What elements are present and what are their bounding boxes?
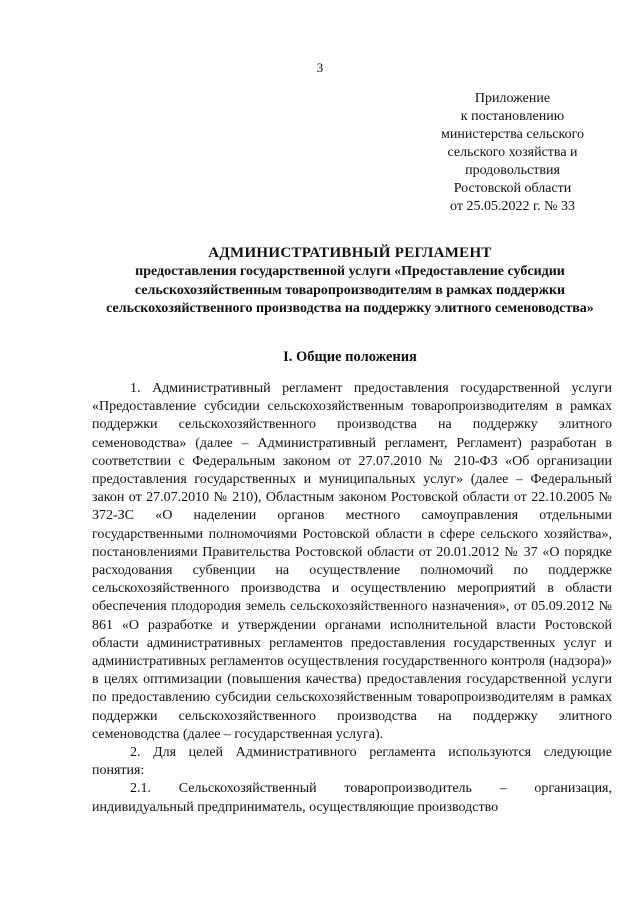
section-heading: I. Общие положения — [283, 349, 417, 365]
appendix-line: Приложение — [474, 91, 551, 106]
appendix-line: сельского хозяйства и — [447, 145, 578, 160]
appendix-line: к постановлению — [460, 109, 565, 124]
paragraph-2-1: 2.1. Сельскохозяйственный товаропроизводитель – организация, индивидуальный предприниматель, осуществляющие производство — [92, 781, 612, 815]
paragraph-1: 1. Административный регламент предоставления государственной услуги «Предоставление субсидии сельскохозяйственным товаропроизводителям в рамках поддержки сельскохозяйственного производства на поддержку элитного семеноводства» (далее – Административный регламент, Регламент) разработан в соответствии с Федеральным законом от 27.07.2010 № 210-ФЗ «Об организации предоставления государственных и муниципальных услуг» (далее – Федеральный закон от 27.07.2010 № 210), Областным законом Ростовской области от 22.10.2005 № 372-ЗС «О наделении органов местного самоуправления отдельными государственными полномочиями Ростовской области в сфере сельского хозяйства», постановлениями Правительства Ростовской области от 20.01.2012 № 37 «О порядке расходования субвенции на осуществление полномочий по поддержке сельскохозяйственного производства и осуществлению мероприятий в области обеспечения плодородия земель сельскохозяйственного назначения», от 05.09.2012 № 861 «О разработке и утверждении органами исполнительной власти Ростовской области административных регламентов предоставления государственных услуг и административных регламентов осуществления государственного контроля (надзора)» в целях оптимизации (повышения качества) предоставления государственной услуги по предоставлению субсидии сельскохозяйственным товаропроизводителям в рамках поддержки сельскохозяйственного производства на поддержку элитного семеноводства (далее – государственная услуга). — [92, 381, 612, 742]
appendix-line: продовольствия — [465, 163, 560, 178]
appendix-line: министерства сельского — [440, 127, 585, 142]
body-text — [92, 380, 612, 817]
appendix-block — [425, 90, 600, 216]
page-number: 3 — [316, 60, 324, 75]
title-block — [100, 243, 600, 319]
document-title: АДМИНИСТРАТИВНЫЙ РЕГЛАМЕНТ — [208, 245, 492, 261]
appendix-line: от 25.05.2022 г. № 33 — [450, 199, 575, 214]
document-subtitle: предоставления государственной услуги «Предоставление субсидии сельскохозяйственным товаропроизводителям в рамках поддержки сельскохозяйственного производства на поддержку элитного семеноводства» — [106, 264, 594, 316]
appendix-line: Ростовской области — [453, 181, 572, 196]
paragraph-2: 2. Для целей Административного регламента используются следующие понятия: — [92, 745, 612, 779]
